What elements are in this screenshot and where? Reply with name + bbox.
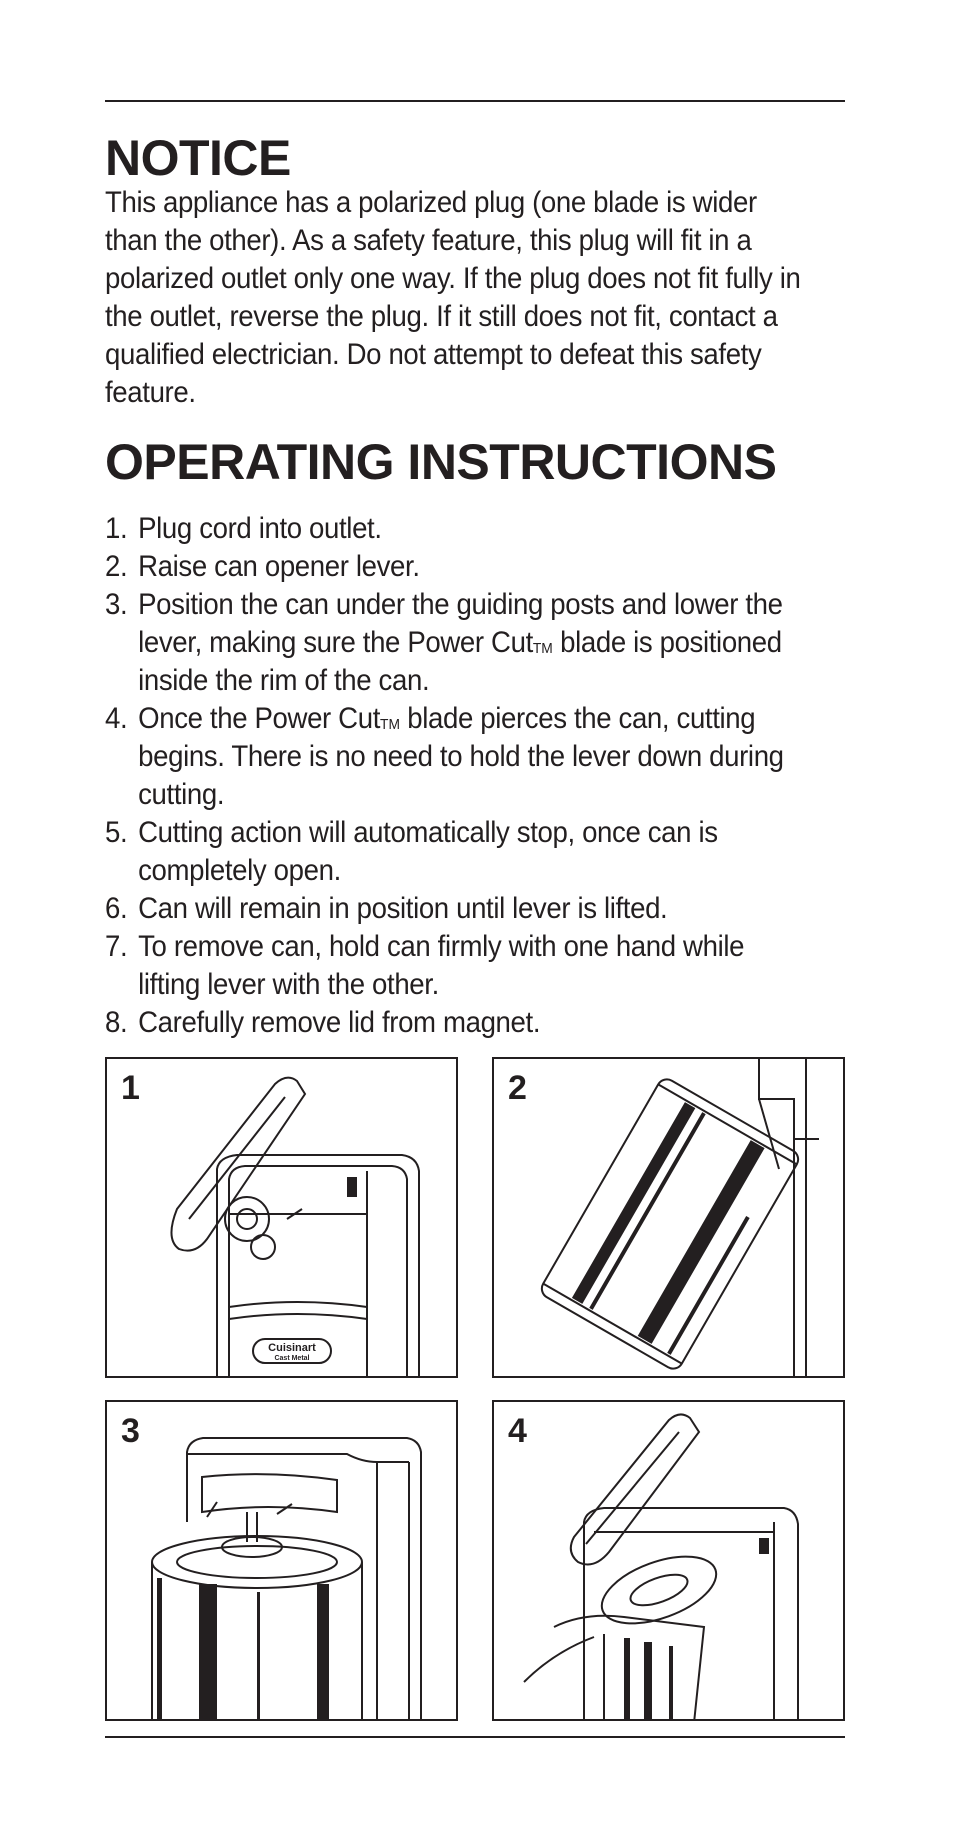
instruction-step: 3. Position the can under the guiding posts and lower the lever, making sure the Power Cut™ blade is positioned inside the rim of the can. (105, 588, 783, 697)
figure-number: 1 (121, 1069, 140, 1107)
bottom-rule (105, 1736, 845, 1738)
can-position-illustration (494, 1059, 845, 1378)
figure-3-can-in-position (105, 1400, 458, 1721)
notice-heading: NOTICE (105, 130, 291, 186)
instruction-list (105, 510, 804, 1042)
instruction-step: 5. Cutting action will automatically stop, once can is completely open. (105, 816, 718, 887)
instruction-step: 6. Can will remain in position until lever is lifted. (105, 892, 668, 925)
instruction-step: 2. Raise can opener lever. (105, 550, 420, 583)
trademark-mark: TM (380, 716, 400, 733)
can-opener-illustration (107, 1059, 458, 1378)
figure-number: 4 (508, 1412, 527, 1450)
top-rule (105, 100, 845, 102)
figure-number: 2 (508, 1069, 527, 1107)
figure-number: 3 (121, 1412, 140, 1450)
notice-paragraph: This appliance has a polarized plug (one blade is wider than the other). As a safety feature, this plug will fit in a polarized outlet only one way. If the plug does not fit fully in the outlet, reverse the plug. If it still does not fit, contact a qualified electrician. Do not attempt to defeat this safety feature. (105, 186, 801, 409)
instruction-step: 1. Plug cord into outlet. (105, 512, 382, 545)
operating-instructions-heading: OPERATING INSTRUCTIONS (105, 434, 777, 490)
trademark-mark: TM (532, 640, 553, 657)
figure-1-lever-raised (105, 1057, 458, 1378)
can-removal-illustration (494, 1402, 845, 1721)
can-cutting-illustration (107, 1402, 458, 1721)
instruction-step: 7. To remove can, hold can firmly with one hand while lifting lever with the other. (105, 930, 745, 1001)
instruction-step: 8. Carefully remove lid from magnet. (105, 1006, 541, 1039)
figure-2-can-under-posts (492, 1057, 845, 1378)
brand-logo-subtext: Cast Metal (274, 1355, 310, 1362)
figure-4-removing-can (492, 1400, 845, 1721)
brand-logo-text: Cuisinart (268, 1342, 316, 1354)
instruction-step: 4. Once the Power Cut™ blade pierces the can, cutting begins. There is no need to hold the lever down during cutting. (105, 702, 784, 811)
